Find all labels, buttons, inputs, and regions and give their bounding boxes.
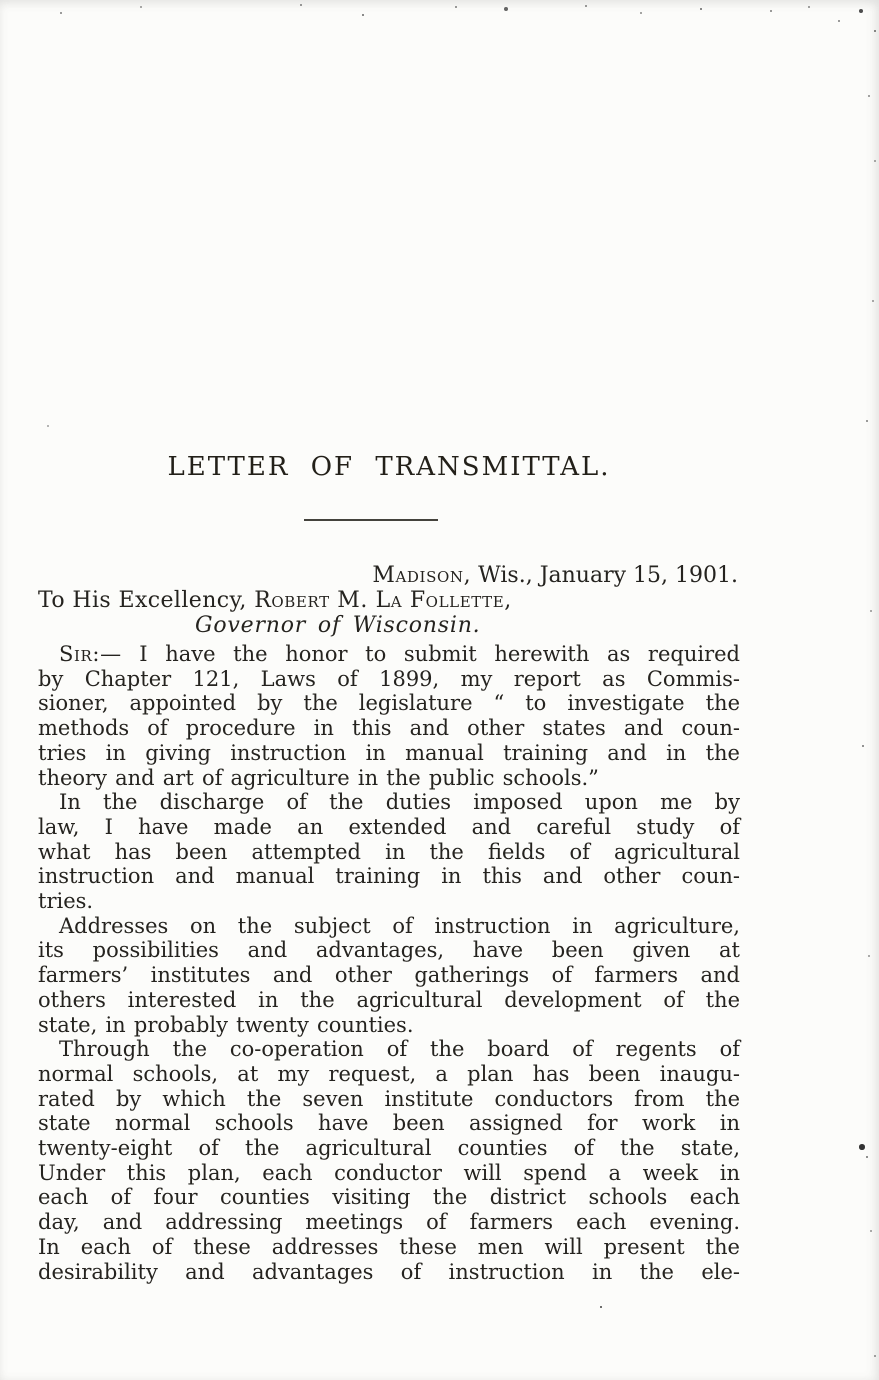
letter-content xyxy=(38,452,740,1284)
text-line: twenty-eight of the agricultural counties of the state, xyxy=(38,1136,740,1161)
smallcaps-text: Sir:— xyxy=(59,642,122,666)
addressee-title-line: Governor of Wisconsin. xyxy=(195,613,481,638)
page-title: LETTER OF TRANSMITTAL. xyxy=(167,452,611,482)
title-divider-rule xyxy=(304,519,438,521)
dateline-date: Wis., January 15, 1901. xyxy=(471,563,738,588)
text-line: law, I have made an extended and careful study of xyxy=(38,814,740,839)
text-line: Addresses on the subject of instruction in agriculture, xyxy=(59,913,740,938)
text-line: each of four counties visiting the district schools each xyxy=(38,1185,740,1210)
text-line: instruction and manual training in this and other coun- xyxy=(38,864,740,889)
dateline xyxy=(38,563,740,588)
text-line: methods of procedure in this and other states and coun- xyxy=(38,716,740,741)
text-line: state normal schools have been assigned for work in xyxy=(38,1111,740,1136)
text-line: tries. xyxy=(38,889,94,914)
salutation-prefix: To His Excellency, xyxy=(38,588,255,613)
body-paragraphs xyxy=(38,642,740,1284)
paragraph xyxy=(38,790,740,914)
text-line: tries in giving instruction in manual training and in the xyxy=(38,740,740,765)
dateline-place: Madison, xyxy=(372,563,472,588)
text-line: theory and art of agriculture in the public schools.” xyxy=(38,765,599,790)
text-line: Through the co-operation of the board of regents of xyxy=(59,1037,740,1062)
text-line: day, and addressing meetings of farmers each evening. xyxy=(38,1210,740,1235)
text-line: normal schools, at my request, a plan has been inaugu- xyxy=(38,1061,740,1086)
salutation-name: Robert M. La Follette, xyxy=(254,588,512,613)
paragraph xyxy=(38,914,740,1038)
text-line: Sir:— I have the honor to submit herewith as required xyxy=(59,642,740,666)
text-line: by Chapter 121, Laws of 1899, my report as Commis- xyxy=(38,666,740,691)
text-line: In each of these addresses these men will present the xyxy=(38,1234,740,1259)
text-line: In the discharge of the duties imposed upon me by xyxy=(59,790,740,815)
text-line: what has been attempted in the fields of agricultural xyxy=(38,839,740,864)
text-line: rated by which the seven institute conductors from the xyxy=(38,1086,740,1111)
text-line: state, in probably twenty counties. xyxy=(38,1012,414,1037)
text-line: desirability and advantages of instruction in the ele- xyxy=(38,1259,740,1284)
text-line: farmers’ institutes and other gatherings of farmers and xyxy=(38,963,740,988)
paragraph xyxy=(38,642,740,790)
text-line: its possibilities and advantages, have been given at xyxy=(38,938,740,963)
paragraph xyxy=(38,1037,740,1284)
text-line: sioner, appointed by the legislature “ to investigate the xyxy=(38,691,740,716)
text-line: others interested in the agricultural development of the xyxy=(38,987,740,1012)
text-line: Under this plan, each conductor will spend a week in xyxy=(38,1160,740,1185)
scan-noise xyxy=(0,0,2,2)
salutation-line xyxy=(38,588,740,613)
